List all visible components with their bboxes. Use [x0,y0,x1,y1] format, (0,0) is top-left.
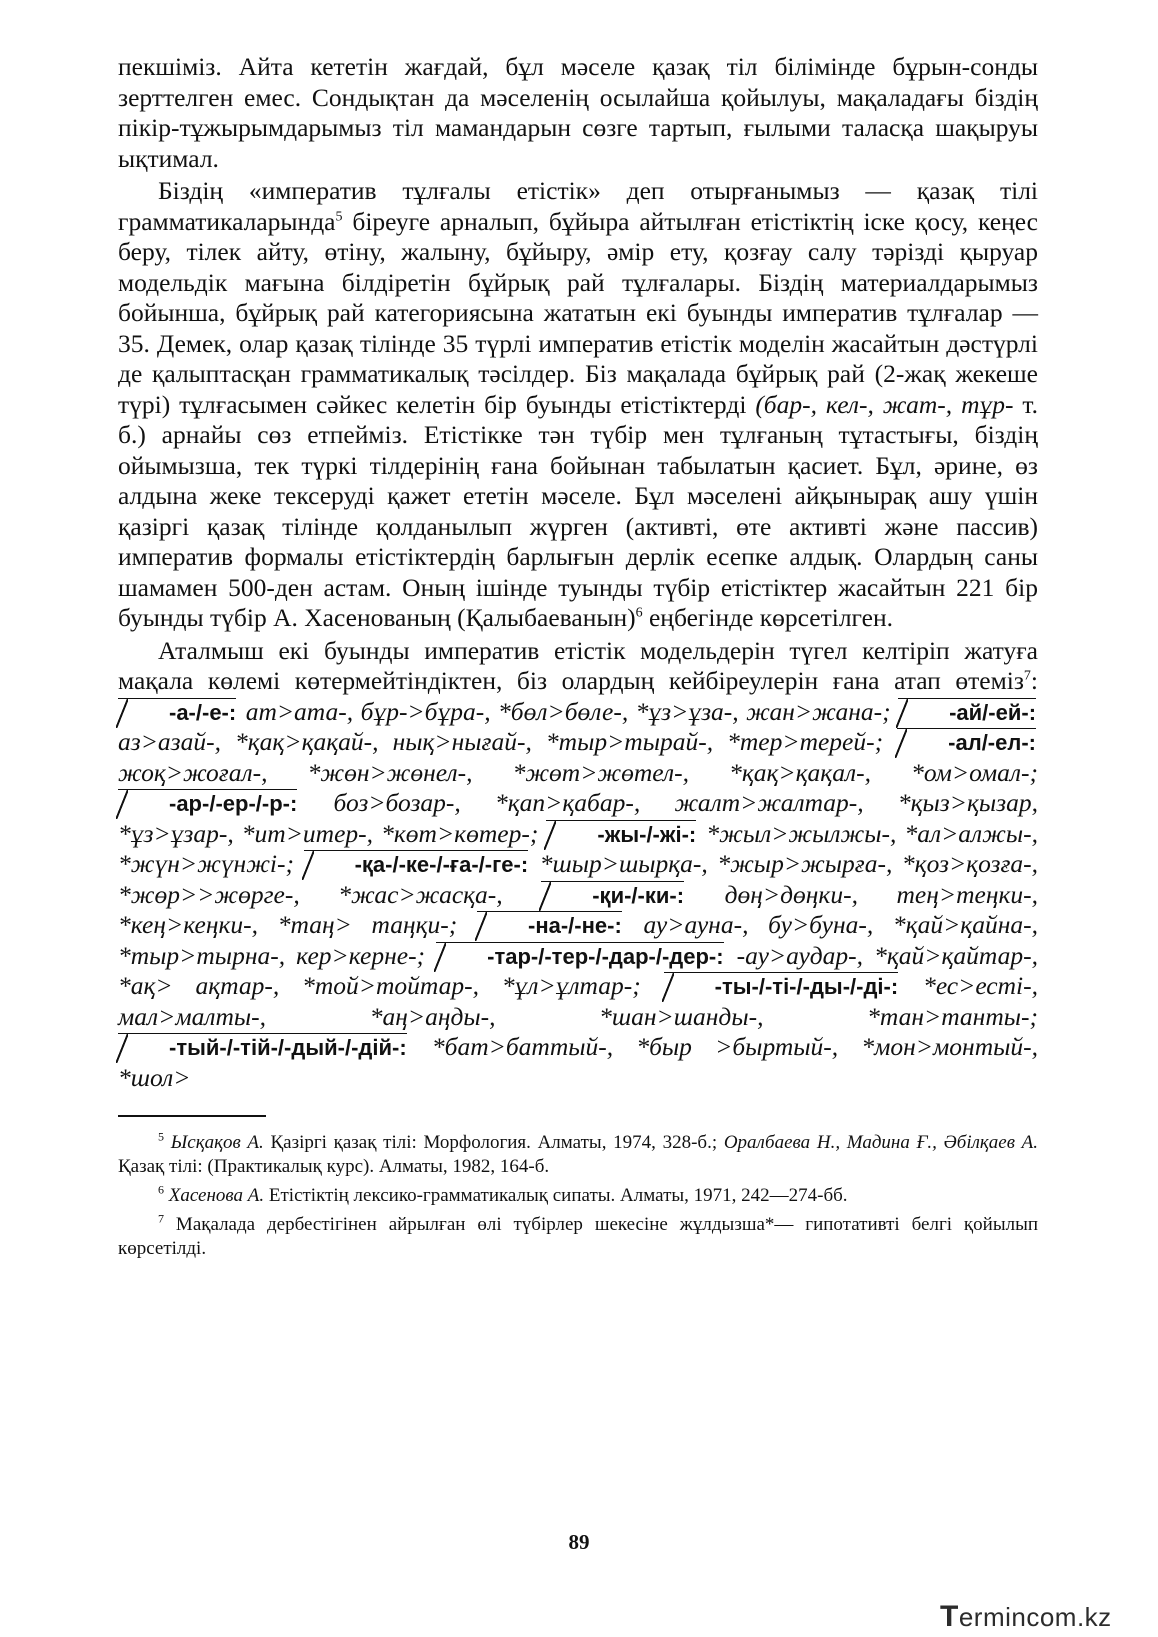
p2-italic-examples: (бар-, кел-, жат-, тұр- [755,389,1014,419]
model-examples-9: *ес>есті-, мал>малты-, *аң>аңды-, *шан>шанды-, *тан>танты-; [118,971,1038,1031]
footnote-number: 5 [158,1129,164,1144]
radical-sign-4 [546,820,696,848]
model-suffix-9: -ты-/-ті-/-ды-/-ді-: [714,974,899,999]
model-suffix-1: -ай/-ей-: [949,699,1037,725]
imperative-model-list [118,697,1038,1092]
radical-sign-0 [118,698,236,726]
model-examples-3: боз>бозар-, *қап>қабар-, жалт>жалтар-, *қыз>қызар, *ұз>ұзар-, *ит>итер-, *көт>көтер-; [118,788,1038,848]
model-suffix-4: -жы-/-жі-: [597,821,697,847]
footnote-author: Ысқақов А. [170,1132,264,1153]
footnote-author: Хасенова А. [168,1185,265,1206]
model-suffix-5: -қа-/-ке-/-ға-/-ге-: [354,852,529,877]
model-suffix-10: -тый-/-тій-/-дый-/-дій-: [169,1035,407,1060]
radical-sign-1 [898,698,1036,726]
model-examples-0: ат>ата-, бұр->бұра-, *бөл>бөле-, *ұз>ұза-, жан>жана-; [245,696,891,726]
watermark-logo [940,1600,1112,1634]
radical-sign-9 [664,972,899,1000]
footnote-ref-6[interactable]: 6 [635,605,643,621]
page-number: 89 [568,1530,590,1554]
model-suffix-3: -ар-/-ер-/-р-: [169,791,298,816]
p2-text-a: Біздің «императив тұлғалы етістік» деп отырғанымыз — қазақ тілі грамматикаларында [118,176,1038,236]
paragraph-2 [118,176,1038,634]
footnote-ref-7[interactable]: 7 [1023,668,1031,684]
model-suffix-6: -қи-/-ки-: [592,882,685,908]
model-examples-5: *шыр>шырқа-, *жыр>жырға-, *қоз>қозға-, *жөр>>жөрге-, *жас>жасқа-, [118,849,1039,909]
model-examples-1: аз>азай-, *қақ>қақай-, нық>нығай-, *тыр>тырай-, *тер>терей-; [118,727,884,756]
watermark-text: ermincom.kz [958,1602,1112,1632]
model-examples-8: -ау>аудар-, *қай>қайтар-, *ақ> ақтар-, *той>тойтар-, *ұл>ұлтар-; [118,940,1039,1000]
model-examples-2: жоқ>жоғал-, *жөн>жөнел-, *жөт>жөтел-, *қақ>қақал-, *ом>омал-; [118,757,1038,787]
model-examples-10: *бат>баттый-, *быр >быртый-, *мон>монтый-, *шол> [118,1032,1038,1092]
p3-text-a: Аталмыш екі буынды императив етістік модельдерін түгел келтіріп жатуға мақала көлемі көтермейтіндіктен, біз олардың кейбіреулерін ғана атап өтеміз [118,635,1038,695]
footnote-7 [118,1213,1038,1261]
radical-sign-6 [541,881,684,909]
radical-sign-7 [477,911,622,939]
footnote-author: Оралбаева Н., Мадина Ғ., Әбілқаев А. [723,1132,1039,1153]
footnote-ref-5[interactable]: 5 [335,209,343,224]
model-examples-6: дөң>дөңки-, тең>теңки-, *кең>кеңки-, *таң> таңқи-; [118,879,1039,939]
p2-text-b: біреуге арналып, бұйыра айтылған етістіктің іске қосу, кеңес беру, тілек айту, өтіну, жалыну, бұйыру, әмір ету, қозғау салу тәрізді қыруар модельдік мағына білдіретін бұйрық рай тұлғалары. Біздің материалдарымыз бойынша, бұйрық рай категориясына жататын екі буынды императив тұлғалар — 35. Демек, олар қазақ тілінде 35 түрлі императив етістік моделін жасайтын дәстүрлі де қалыптасқан грамматикалық тәсілдер. Біз мақалада бұйрық рай (2-жақ жекеше түрі) тұлғасымен сәйкес келетін бір буынды етістіктерді [118,206,1038,419]
p3-text-b: : [1030,666,1038,695]
paragraph-3 [118,636,1038,1094]
paragraph-1 [118,52,1038,174]
radical-sign-10 [118,1033,407,1061]
page-body [118,52,1038,1266]
model-suffix-0: -а-/-е-: [169,699,237,725]
radical-sign-5 [304,850,529,878]
footnote-text: Мақалада дербестігінен айрылған өлі түбірлер шекесіне жұлдызша*— гипотативті белгі қойылып көрсетілді. [118,1214,1038,1259]
footnote-text: Қазақ тілі: (Практикалық курс). Алматы, 1982, 164-б. [118,1156,550,1177]
p2-text-d: еңбегінде көрсетілген. [642,603,894,632]
footnote-6 [118,1184,1038,1208]
paragraph-1-text: пекшіміз. Айта кететін жағдай, бұл мәселе қазақ тіл білімінде бұрын-сонды зерттелген емес. Сондықтан да мәселенің осылайша қойылуы, мақаладағы біздің пікір-тұжырымдарымыз тіл мамандарын сөзге тартып, ғылыми таласқа шақыруы ықтимал. [118,52,1038,173]
radical-sign-3 [118,789,297,817]
model-suffix-2: -ал/-ел-: [948,730,1036,755]
footnote-number: 6 [158,1182,164,1197]
footnote-text: Етістіктің лексико-грамматикалық сипаты. Алматы, 1971, 242—274-бб. [264,1185,848,1206]
model-examples-7: ау>ауна-, бу>буна-, *қай>қайна-, *тыр>тырна-, кер>керне-; [118,910,1039,970]
footnote-number: 7 [158,1211,164,1226]
model-examples-4: *жыл>жылжы-, *ал>алжы-, *жүн>жүнжі-; [118,818,1039,878]
watermark-initial: T [940,1600,959,1633]
footnote-divider [118,1115,266,1117]
radical-sign-8 [436,942,723,970]
footnote-5 [118,1131,1038,1179]
model-suffix-7: -на-/-не-: [528,913,622,938]
p2-text-c: т. б.) арнайы сөз етпейміз. Етістікке тән түбір мен тұлғаның тұтастығы, біздің ойымызша, тек түркі тілдерінің ғана бойынан табылатын қасиет. Бұл, әрине, өз алдына жеке тексеруді қажет ететін мәселе. Бұл мәселені айқынырақ ашу үшін қазіргі қазақ тілінде қолданылып жүрген (активті, өте активті және пассив) императив формалы етістіктердің барлығын дерлік есепке алдық. Олардың саны шамамен 500-ден астам. Оның ішінде туынды түбір етістіктер жасайтын 221 бір буынды түбір А. Хасенованың (Қалыбаеванын) [118,389,1039,632]
radical-sign-2 [897,728,1036,756]
model-suffix-8: -тар-/-тер-/-дар-/-дер-: [487,943,724,969]
footnotes [118,1131,1038,1261]
footnote-text: Қазіргі қазақ тілі: Морфология. Алматы, 1974, 328-б.; [263,1132,724,1153]
